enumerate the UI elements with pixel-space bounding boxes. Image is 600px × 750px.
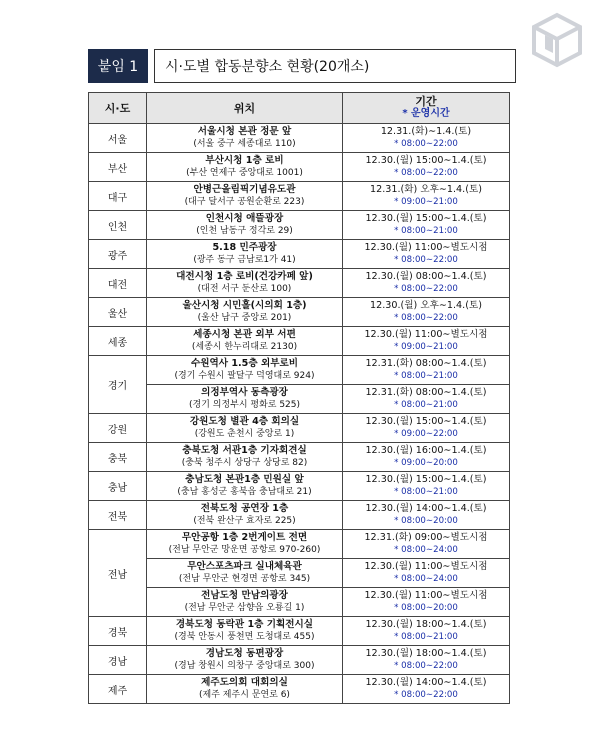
- operating-hours: * 08:00∼22:00: [394, 313, 458, 323]
- region-cell: 경북: [89, 617, 147, 646]
- location-name: 서울시청 본관 정문 앞: [197, 126, 292, 137]
- table-row: [89, 124, 510, 153]
- attachment-tag: 붙임 1: [88, 49, 148, 83]
- location-address: (대구 달서구 공원순환로 223): [184, 197, 305, 207]
- location-cell: [147, 269, 343, 298]
- region-cell: 제주: [89, 675, 147, 704]
- table-body: [89, 124, 510, 704]
- operating-hours: * 08:00∼20:00: [394, 516, 458, 526]
- region-cell: 경기: [89, 356, 147, 414]
- location-name: 강원도청 별관 4층 회의실: [189, 416, 300, 427]
- period-cell: [343, 675, 510, 704]
- region-cell: 전남: [89, 530, 147, 617]
- table-row: [89, 385, 510, 414]
- location-address: (세종시 한누리대로 2130): [191, 342, 298, 352]
- location-address: (경기 의정부시 평화로 525): [188, 400, 301, 410]
- table-row: [89, 472, 510, 501]
- period-dates: 12.30.(월) 18:00∼1.4.(토): [365, 619, 487, 630]
- period-dates: 12.30.(월) 11:00∼별도시점: [364, 561, 488, 572]
- table-row: [89, 182, 510, 211]
- period-dates: 12.30.(월) 15:00∼1.4.(토): [365, 213, 487, 224]
- period-dates: 12.30.(월) 11:00∼별도시점: [364, 329, 488, 340]
- location-cell: [147, 385, 343, 414]
- period-cell: [343, 153, 510, 182]
- period-dates: 12.30.(월) 11:00∼별도시점: [364, 590, 488, 601]
- location-address: (광주 동구 금남로1가 41): [193, 255, 296, 265]
- period-cell: [343, 124, 510, 153]
- document-header: [88, 49, 516, 83]
- period-dates: 12.30.(월) 15:00∼1.4.(토): [365, 474, 487, 485]
- location-cell: [147, 501, 343, 530]
- period-dates: 12.31.(화) 08:00∼1.4.(토): [365, 387, 487, 398]
- period-dates: 12.31.(화) 오후∼1.4.(토): [370, 184, 482, 195]
- operating-hours: * 08:00∼22:00: [394, 139, 458, 149]
- location-cell: [147, 472, 343, 501]
- period-cell: [343, 501, 510, 530]
- location-cell: [147, 675, 343, 704]
- location-address: (경북 안동시 풍천면 도청대로 455): [174, 632, 315, 642]
- location-cell: [147, 588, 343, 617]
- operating-hours: * 08:00∼21:00: [394, 400, 458, 410]
- region-cell: 강원: [89, 414, 147, 443]
- location-cell: [147, 240, 343, 269]
- location-address: (부산 연제구 중앙대로 1001): [186, 168, 303, 178]
- period-dates: 12.30.(월) 오후∼1.4.(토): [370, 300, 482, 311]
- location-name: 충북도청 서관1층 기자회견실: [182, 445, 307, 456]
- table-row: [89, 153, 510, 182]
- period-dates: 12.30.(월) 18:00∼1.4.(토): [365, 648, 487, 659]
- region-cell: 충북: [89, 443, 147, 472]
- table-row: [89, 530, 510, 559]
- location-address: (강원도 춘천시 중앙로 1): [194, 429, 295, 439]
- location-name: 울산시청 시민홀(시의회 1층): [182, 300, 307, 311]
- period-label: 기간: [415, 95, 437, 108]
- operating-hours: * 09:00∼22:00: [394, 429, 458, 439]
- period-cell: [343, 269, 510, 298]
- period-cell: [343, 385, 510, 414]
- period-cell: [343, 588, 510, 617]
- column-header-location: 위치: [147, 93, 343, 124]
- table-row: [89, 646, 510, 675]
- location-cell: [147, 414, 343, 443]
- region-cell: 부산: [89, 153, 147, 182]
- period-dates: 12.31.(화) 09:00∼별도시점: [364, 532, 488, 543]
- table-row: [89, 327, 510, 356]
- location-name: 안병근올림픽기념유도관: [193, 184, 296, 195]
- location-address: (제주 제주시 문연로 6): [199, 690, 290, 700]
- period-dates: 12.30.(월) 14:00∼1.4.(토): [365, 503, 487, 514]
- location-name: 무안스포츠파크 실내체육관: [187, 561, 302, 572]
- period-dates: 12.30.(월) 14:00∼1.4.(토): [365, 677, 487, 688]
- region-cell: 인천: [89, 211, 147, 240]
- memorial-status-table: [88, 92, 510, 704]
- location-cell: [147, 443, 343, 472]
- period-cell: [343, 240, 510, 269]
- operating-hours: * 08:00∼21:00: [394, 371, 458, 381]
- location-name: 무안공항 1층 2번게이트 전면: [181, 532, 308, 543]
- operating-hours: * 09:00∼21:00: [394, 197, 458, 207]
- period-cell: [343, 617, 510, 646]
- period-cell: [343, 211, 510, 240]
- operating-hours: * 08:00∼21:00: [394, 226, 458, 236]
- location-name: 경남도청 동편광장: [205, 648, 284, 659]
- table-row: [89, 675, 510, 704]
- table-row: [89, 588, 510, 617]
- period-cell: [343, 472, 510, 501]
- location-address: (경남 창원시 의창구 중앙대로 300): [174, 661, 315, 671]
- location-name: 경북도청 동락관 1층 기획전시실: [175, 619, 314, 630]
- location-address: (전남 무안군 현경면 공항로 345): [178, 574, 311, 584]
- table-row: [89, 298, 510, 327]
- location-name: 세종시청 본관 외부 서편: [193, 329, 296, 340]
- period-cell: [343, 356, 510, 385]
- period-dates: 12.31.(화) 08:00∼1.4.(토): [365, 358, 487, 369]
- table-row: [89, 443, 510, 472]
- period-dates: 12.31.(화)∼1.4.(토): [380, 126, 472, 137]
- location-cell: [147, 530, 343, 559]
- period-cell: [343, 443, 510, 472]
- table-header-row: [89, 93, 510, 124]
- location-address: (전북 완산구 효자로 225): [193, 516, 296, 526]
- location-cell: [147, 211, 343, 240]
- period-cell: [343, 646, 510, 675]
- period-cell: [343, 530, 510, 559]
- period-dates: 12.30.(월) 16:00∼1.4.(토): [365, 445, 487, 456]
- location-name: 전남도청 만남의광장: [201, 590, 288, 601]
- location-cell: [147, 646, 343, 675]
- location-cell: [147, 356, 343, 385]
- operating-hours: * 08:00∼21:00: [394, 487, 458, 497]
- period-dates: 12.30.(월) 08:00∼1.4.(토): [365, 271, 487, 282]
- table-row: [89, 211, 510, 240]
- period-dates: 12.30.(월) 11:00∼별도시점: [364, 242, 488, 253]
- location-address: (대전 서구 둔산로 100): [197, 284, 292, 294]
- region-cell: 경남: [89, 646, 147, 675]
- document-title: 시·도별 합동분향소 현황(20개소): [154, 49, 516, 83]
- location-cell: [147, 559, 343, 588]
- location-address: (울산 남구 중앙로 201): [197, 313, 292, 323]
- region-cell: 세종: [89, 327, 147, 356]
- location-address: (인천 남동구 정각로 29): [196, 226, 293, 236]
- column-header-period: [343, 93, 510, 124]
- location-name: 충남도청 본관1층 민원실 앞: [185, 474, 304, 485]
- table-row: [89, 240, 510, 269]
- column-header-region: 시·도: [89, 93, 147, 124]
- location-name: 대전시청 1층 로비(건강카페 앞): [176, 271, 313, 282]
- location-address: (서울 중구 세종대로 110): [193, 139, 296, 149]
- location-address: (전남 무안군 망운면 공항로 970-260): [168, 545, 321, 555]
- operating-hours: * 08:00∼21:00: [394, 632, 458, 642]
- location-name: 의정부역사 동측광장: [201, 387, 288, 398]
- location-name: 전북도청 공연장 1층: [200, 503, 289, 514]
- operating-hours: * 08:00∼24:00: [394, 574, 458, 584]
- operating-hours: * 08:00∼22:00: [394, 168, 458, 178]
- location-address: (충남 홍성군 홍북읍 충남대로 21): [177, 487, 312, 497]
- location-cell: [147, 124, 343, 153]
- period-dates: 12.30.(월) 15:00∼1.4.(토): [365, 416, 487, 427]
- period-cell: [343, 182, 510, 211]
- table-row: [89, 617, 510, 646]
- table-row: [89, 559, 510, 588]
- region-cell: 대구: [89, 182, 147, 211]
- operating-hours: * 08:00∼22:00: [394, 661, 458, 671]
- location-name: 인천시청 애뜰광장: [205, 213, 284, 224]
- period-cell: [343, 414, 510, 443]
- period-cell: [343, 298, 510, 327]
- region-cell: 서울: [89, 124, 147, 153]
- operating-hours-label: * 운영시간: [402, 108, 450, 119]
- location-cell: [147, 298, 343, 327]
- location-address: (경기 수원시 팔달구 덕영대로 924): [174, 371, 315, 381]
- location-name: 부산시청 1층 로비: [205, 155, 284, 166]
- location-address: (충북 청주시 상당구 상당로 82): [181, 458, 308, 468]
- region-cell: 광주: [89, 240, 147, 269]
- operating-hours: * 09:00∼20:00: [394, 458, 458, 468]
- table-row: [89, 501, 510, 530]
- region-cell: 충남: [89, 472, 147, 501]
- operating-hours: * 08:00∼24:00: [394, 545, 458, 555]
- operating-hours: * 08:00∼22:00: [394, 690, 458, 700]
- location-address: (전남 무안군 삼향읍 오룡길 1): [184, 603, 305, 613]
- region-cell: 울산: [89, 298, 147, 327]
- table-row: [89, 414, 510, 443]
- table-row: [89, 356, 510, 385]
- operating-hours: * 08:00∼20:00: [394, 603, 458, 613]
- cube-logo-icon: [531, 12, 583, 68]
- region-cell: 대전: [89, 269, 147, 298]
- period-dates: 12.30.(월) 15:00∼1.4.(토): [365, 155, 487, 166]
- location-cell: [147, 327, 343, 356]
- region-cell: 전북: [89, 501, 147, 530]
- table-row: [89, 269, 510, 298]
- period-cell: [343, 327, 510, 356]
- operating-hours: * 08:00∼22:00: [394, 284, 458, 294]
- location-name: 제주도의회 대회의실: [201, 677, 288, 688]
- location-cell: [147, 617, 343, 646]
- location-name: 수원역사 1.5층 외부로비: [190, 358, 299, 369]
- period-cell: [343, 559, 510, 588]
- operating-hours: * 09:00∼21:00: [394, 342, 458, 352]
- location-name: 5.18 민주광장: [212, 242, 277, 253]
- location-cell: [147, 182, 343, 211]
- operating-hours: * 08:00∼22:00: [394, 255, 458, 265]
- location-cell: [147, 153, 343, 182]
